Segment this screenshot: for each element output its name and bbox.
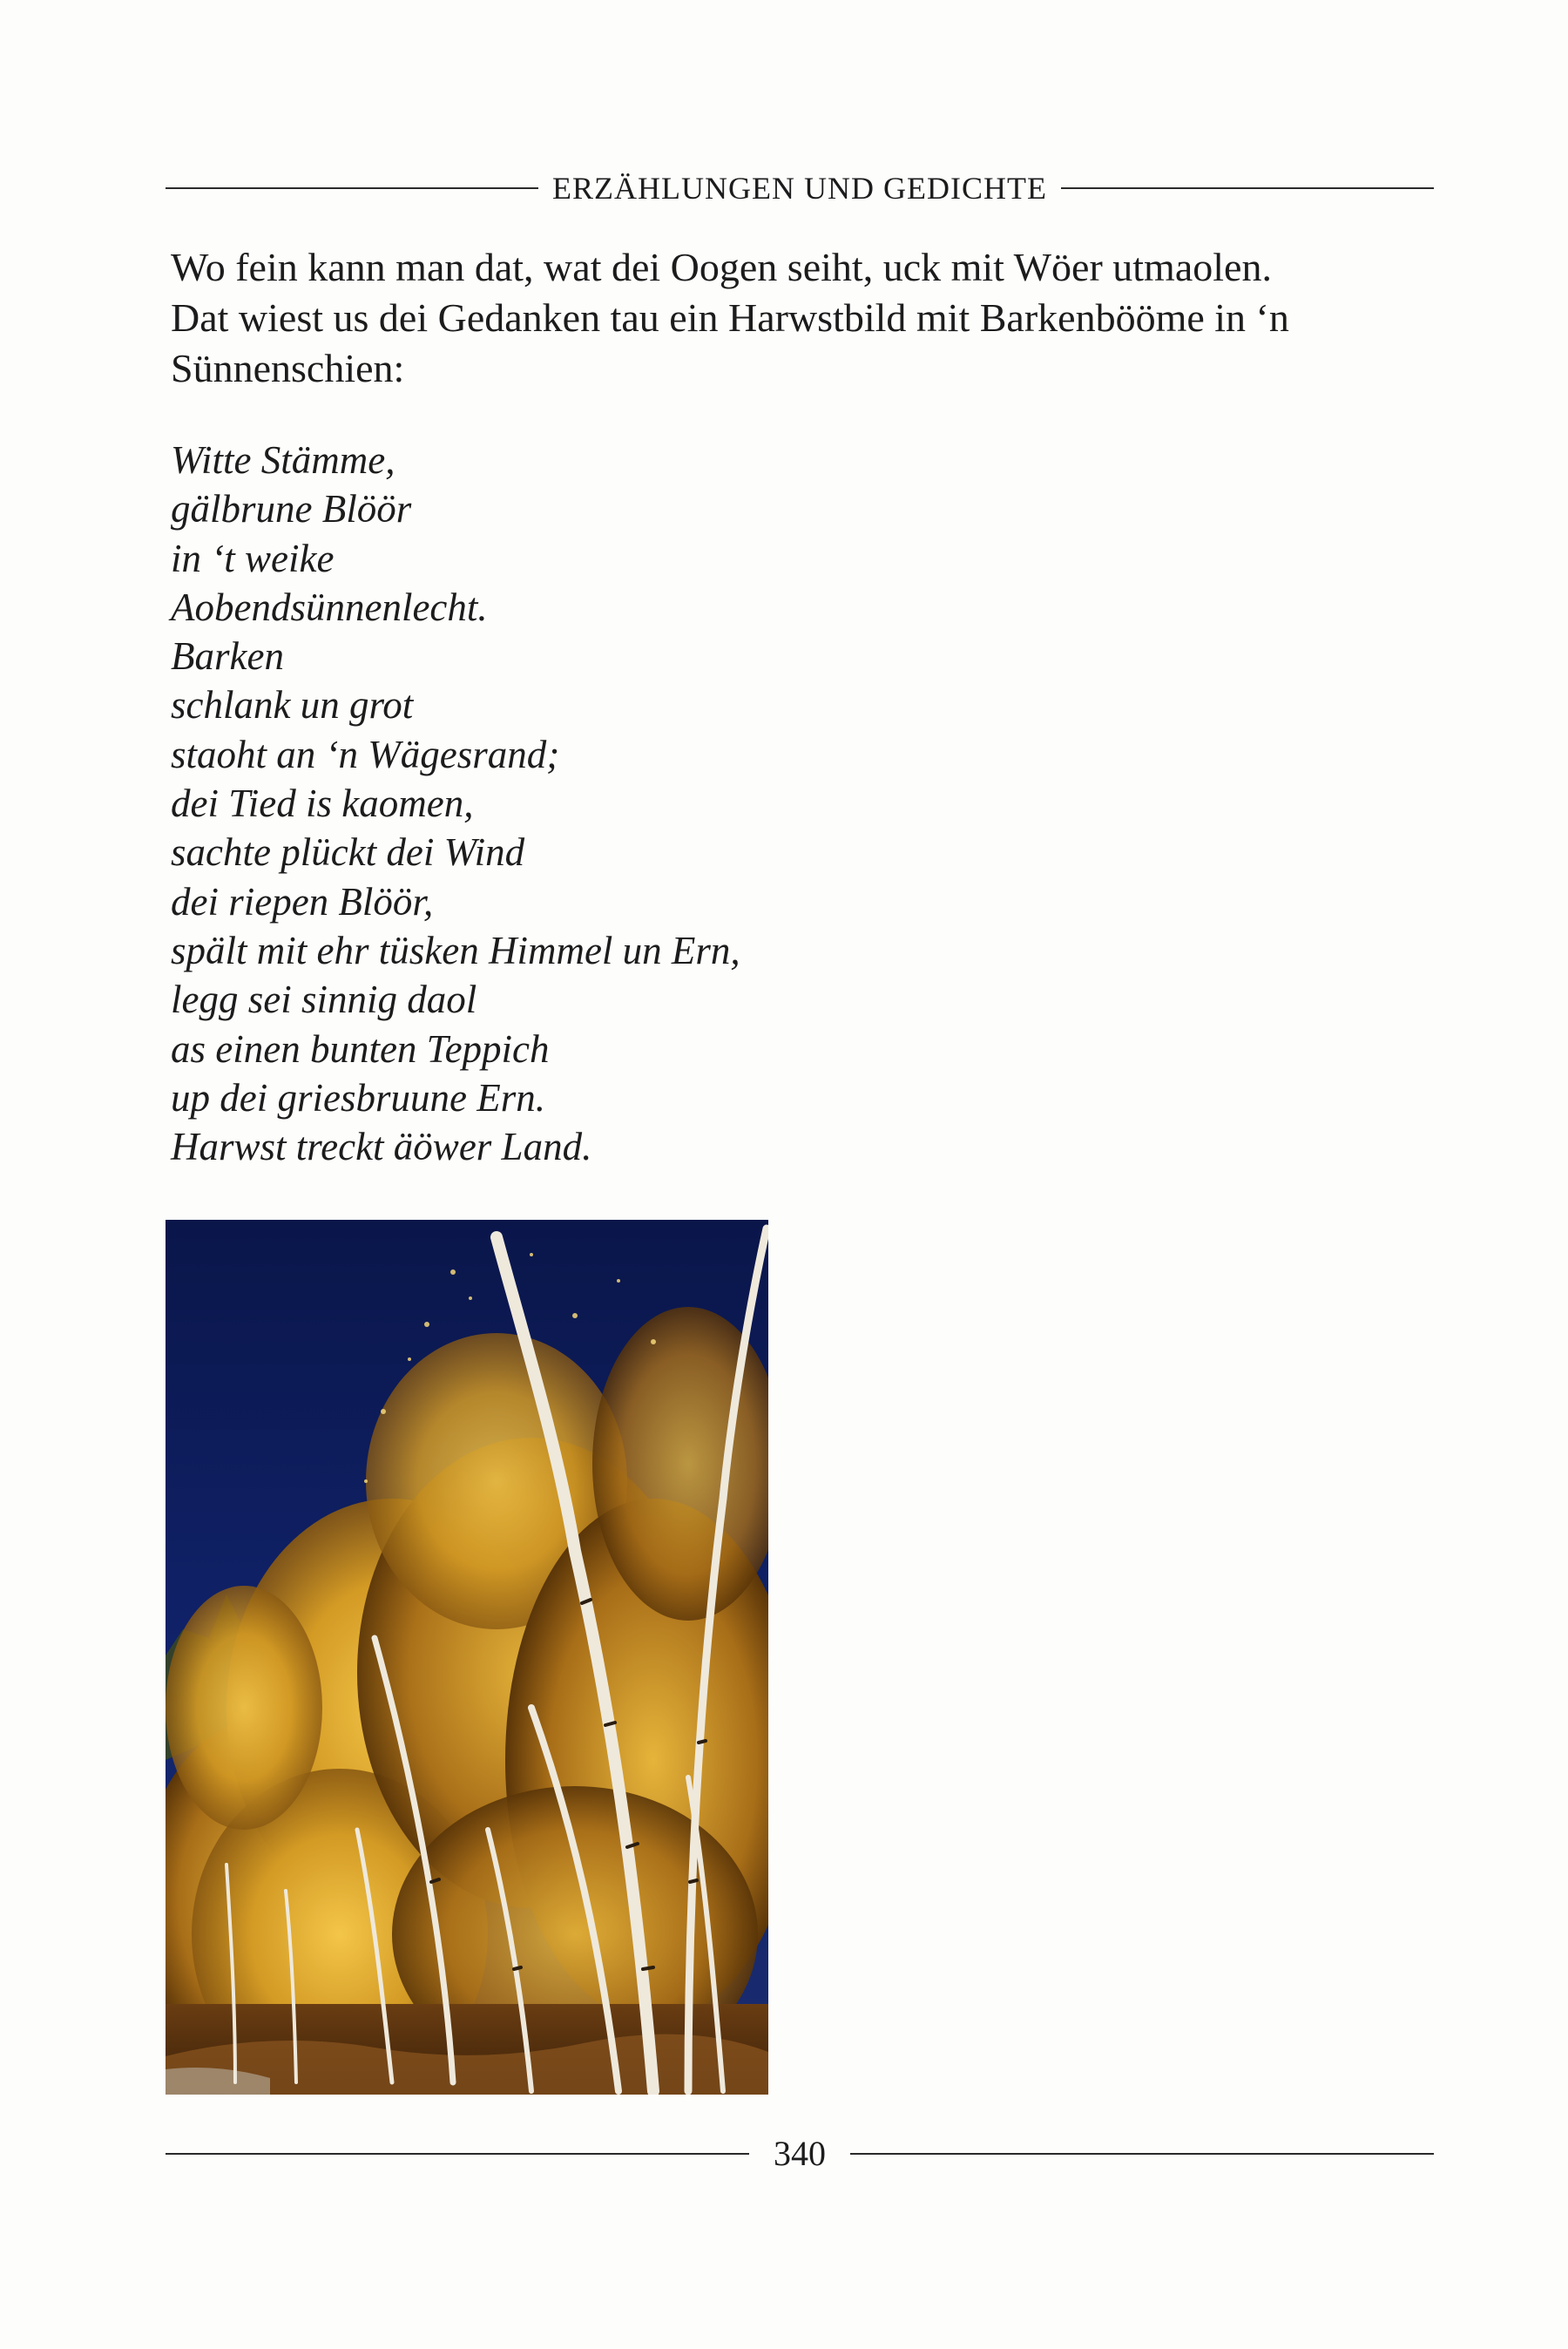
- poem-line: sachte plückt dei Wind: [171, 830, 525, 875]
- intro-paragraph: [171, 242, 1443, 394]
- footer-rule-left: [166, 2153, 749, 2155]
- poem-line: Barken: [171, 634, 284, 679]
- poem-line: as einen bunten Teppich: [171, 1026, 550, 1071]
- birch-trees-illustration: [166, 1220, 768, 2095]
- running-header: [166, 173, 1434, 204]
- page-number: 340: [774, 2134, 826, 2173]
- poem-line: dei Tied is kaomen,: [171, 782, 474, 826]
- poem-line: spält mit ehr tüsken Himmel un Ern,: [171, 928, 740, 972]
- poem-line: dei riepen Blöör,: [171, 879, 434, 924]
- poem-line: schlank un grot: [171, 683, 414, 728]
- poem-line: Aobendsünnenlecht.: [171, 585, 488, 629]
- intro-line: Sünnenschien:: [171, 346, 405, 390]
- poem-line: up dei griesbruune Ern.: [171, 1075, 545, 1120]
- header-rule-right: [1061, 187, 1434, 189]
- poem-line: gälbrune Blöör: [171, 487, 412, 531]
- poem-line: Harwst treckt äöwer Land.: [171, 1125, 592, 1169]
- footer-rule-right: [850, 2153, 1434, 2155]
- poem-line: Witte Stämme,: [171, 438, 395, 482]
- poem: [171, 436, 1303, 1171]
- running-header-title: ERZÄHLUNGEN UND GEDICHTE: [552, 171, 1047, 206]
- page-footer: [166, 2136, 1434, 2171]
- poem-line: staoht an ‘n Wägesrand;: [171, 732, 560, 776]
- poem-line: legg sei sinnig daol: [171, 978, 477, 1022]
- intro-line: Dat wiest us dei Gedanken tau ein Harwstbild mit Barkenbööme in ‘n: [171, 295, 1289, 340]
- intro-line: Wo fein kann man dat, wat dei Oogen seiht, uck mit Wöer utmaolen.: [171, 245, 1272, 289]
- poem-line: in ‘t weike: [171, 536, 335, 580]
- autumn-birch-photo: [166, 1220, 768, 2095]
- header-rule-left: [166, 187, 538, 189]
